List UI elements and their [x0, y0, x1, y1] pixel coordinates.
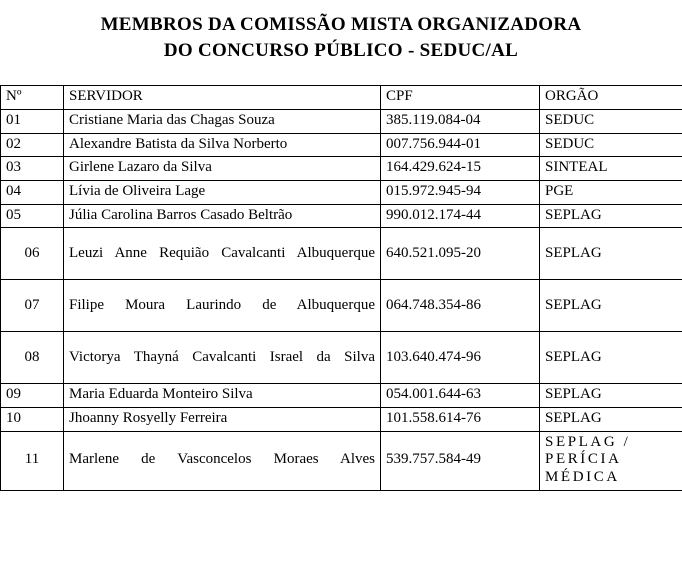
column-header-servidor: SERVIDOR	[64, 86, 381, 110]
cell-servidor: Marlene de Vasconcelos Moraes Alves	[64, 431, 381, 490]
cell-cpf: 015.972.945-94	[381, 181, 540, 205]
cell-orgao: SEPLAG	[540, 280, 682, 332]
cell-orgao: SINTEAL	[540, 157, 682, 181]
cell-servidor: Alexandre Batista da Silva Norberto	[64, 133, 381, 157]
table-header-row	[1, 86, 682, 110]
page-title-line-2: DO CONCURSO PÚBLICO - SEDUC/AL	[18, 38, 664, 64]
cell-cpf: 385.119.084-04	[381, 109, 540, 133]
table-row	[1, 228, 682, 280]
cell-orgao: SEPLAG	[540, 384, 682, 408]
cell-servidor: Girlene Lazaro da Silva	[64, 157, 381, 181]
cell-num: 01	[1, 109, 64, 133]
cell-num: 11	[1, 431, 64, 490]
cell-num: 09	[1, 384, 64, 408]
cell-num: 07	[1, 280, 64, 332]
column-header-orgao: ORGÃO	[540, 86, 682, 110]
cell-servidor: Leuzi Anne Requião Cavalcanti Albuquerque	[64, 228, 381, 280]
cell-cpf: 990.012.174-44	[381, 204, 540, 228]
cell-orgao: SEPLAG / PERÍCIA MÉDICA	[540, 431, 682, 490]
cell-num: 04	[1, 181, 64, 205]
table-row	[1, 181, 682, 205]
cell-orgao: SEDUC	[540, 109, 682, 133]
cell-servidor: Jhoanny Rosyelly Ferreira	[64, 408, 381, 432]
cell-num: 06	[1, 228, 64, 280]
cell-cpf: 064.748.354-86	[381, 280, 540, 332]
cell-servidor: Filipe Moura Laurindo de Albuquerque	[64, 280, 381, 332]
cell-cpf: 103.640.474-96	[381, 332, 540, 384]
cell-num: 10	[1, 408, 64, 432]
table-row	[1, 384, 682, 408]
cell-servidor: Victorya Thayná Cavalcanti Israel da Silva	[64, 332, 381, 384]
cell-servidor: Júlia Carolina Barros Casado Beltrão	[64, 204, 381, 228]
page-title-line-1: MEMBROS DA COMISSÃO MISTA ORGANIZADORA	[101, 14, 582, 35]
cell-num: 03	[1, 157, 64, 181]
table-row	[1, 204, 682, 228]
cell-servidor: Maria Eduarda Monteiro Silva	[64, 384, 381, 408]
cell-cpf: 164.429.624-15	[381, 157, 540, 181]
cell-num: 02	[1, 133, 64, 157]
cell-servidor: Cristiane Maria das Chagas Souza	[64, 109, 381, 133]
table-row	[1, 332, 682, 384]
cell-cpf: 101.558.614-76	[381, 408, 540, 432]
table-row	[1, 133, 682, 157]
table-row	[1, 431, 682, 490]
cell-orgao: SEPLAG	[540, 204, 682, 228]
page-title	[0, 12, 682, 63]
cell-orgao: SEPLAG	[540, 332, 682, 384]
cell-num: 08	[1, 332, 64, 384]
cell-orgao: PGE	[540, 181, 682, 205]
cell-orgao: SEDUC	[540, 133, 682, 157]
cell-cpf: 539.757.584-49	[381, 431, 540, 490]
cell-num: 05	[1, 204, 64, 228]
cell-cpf: 640.521.095-20	[381, 228, 540, 280]
table-row	[1, 408, 682, 432]
column-header-num: Nº	[1, 86, 64, 110]
table-row	[1, 109, 682, 133]
members-table	[0, 85, 682, 491]
cell-cpf: 007.756.944-01	[381, 133, 540, 157]
cell-cpf: 054.001.644-63	[381, 384, 540, 408]
cell-servidor: Lívia de Oliveira Lage	[64, 181, 381, 205]
table-row	[1, 280, 682, 332]
cell-orgao: SEPLAG	[540, 228, 682, 280]
table-row	[1, 157, 682, 181]
column-header-cpf: CPF	[381, 86, 540, 110]
document-page	[0, 12, 682, 576]
cell-orgao: SEPLAG	[540, 408, 682, 432]
